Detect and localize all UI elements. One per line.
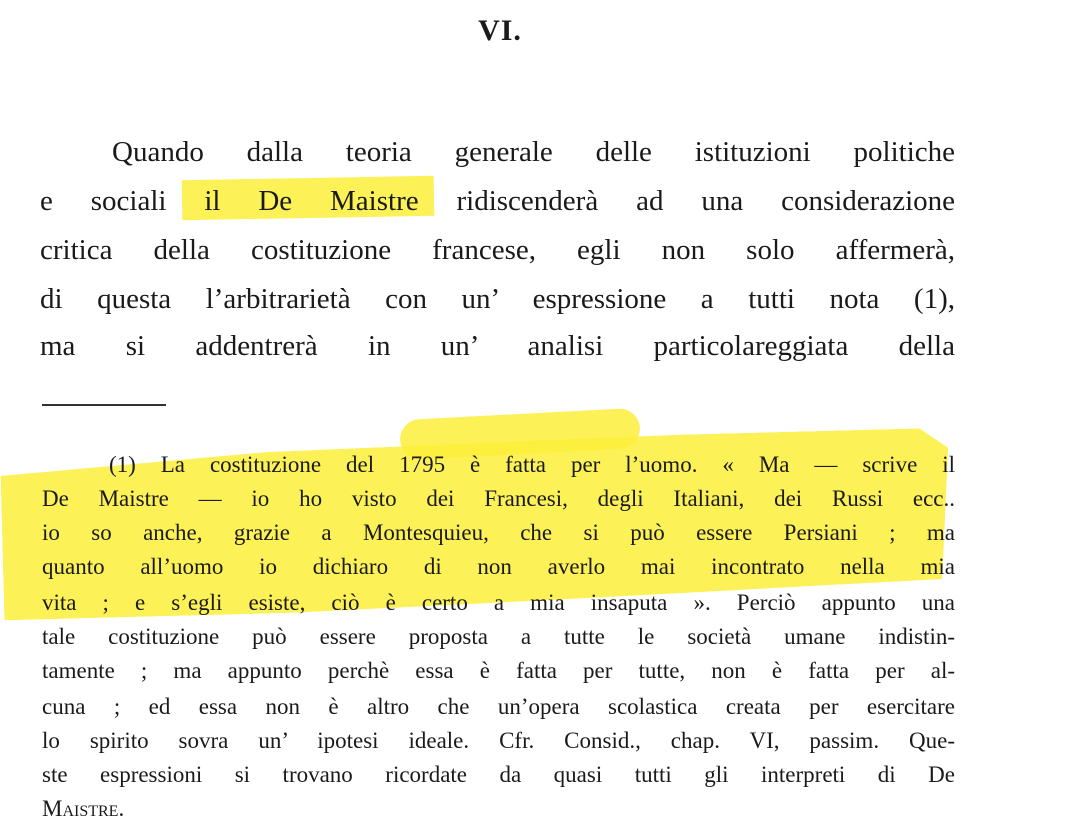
footnote-line: tale costituzione può essere proposta a tutte le società umane indistin- — [42, 624, 955, 649]
footnote-line: quanto all’uomo io dichiaro di non averlo mai incontrato nella mia — [42, 554, 955, 579]
footnote-line: Maistre. — [42, 796, 125, 821]
footnote-line: ste espressioni si trovano ricordate da quasi tutti gli interpreti di De — [42, 762, 955, 787]
main-line: critica della costituzione francese, egli non solo affermerà, — [40, 234, 955, 266]
footnote-separator — [42, 404, 166, 406]
main-line: ma si addentrerà in un’ analisi particolareggiata della — [40, 330, 955, 362]
footnote-line: io so anche, grazie a Montesquieu, che si può essere Persiani ; ma — [42, 520, 955, 545]
footnote-line: cuna ; ed essa non è altro che un’opera scolastica creata per esercitare — [42, 694, 955, 719]
footnote-line: lo spirito sovra un’ ipotesi ideale. Cfr. Consid., chap. VI, passim. Que- — [42, 728, 955, 753]
footnote-line: tamente ; ma appunto perchè essa è fatta per tutte, non è fatta per al- — [42, 658, 955, 683]
footnote-line: De Maistre — io ho visto dei Francesi, degli Italiani, dei Russi ecc.. — [42, 486, 955, 511]
main-line: di questa l’arbitrarietà con un’ espressione a tutti nota (1), — [40, 283, 955, 315]
main-line: e sociali il De Maistre ridiscenderà ad una considerazione — [40, 185, 955, 217]
main-line: Quando dalla teoria generale delle istituzioni politiche — [112, 136, 955, 168]
footnote-line: (1) La costituzione del 1795 è fatta per l’uomo. « Ma — scrive il — [109, 452, 955, 477]
footnote-line: vita ; e s’egli esiste, ciò è certo a mia insaputa ». Perciò appunto una — [42, 590, 955, 615]
chapter-heading: VI. — [478, 14, 522, 47]
